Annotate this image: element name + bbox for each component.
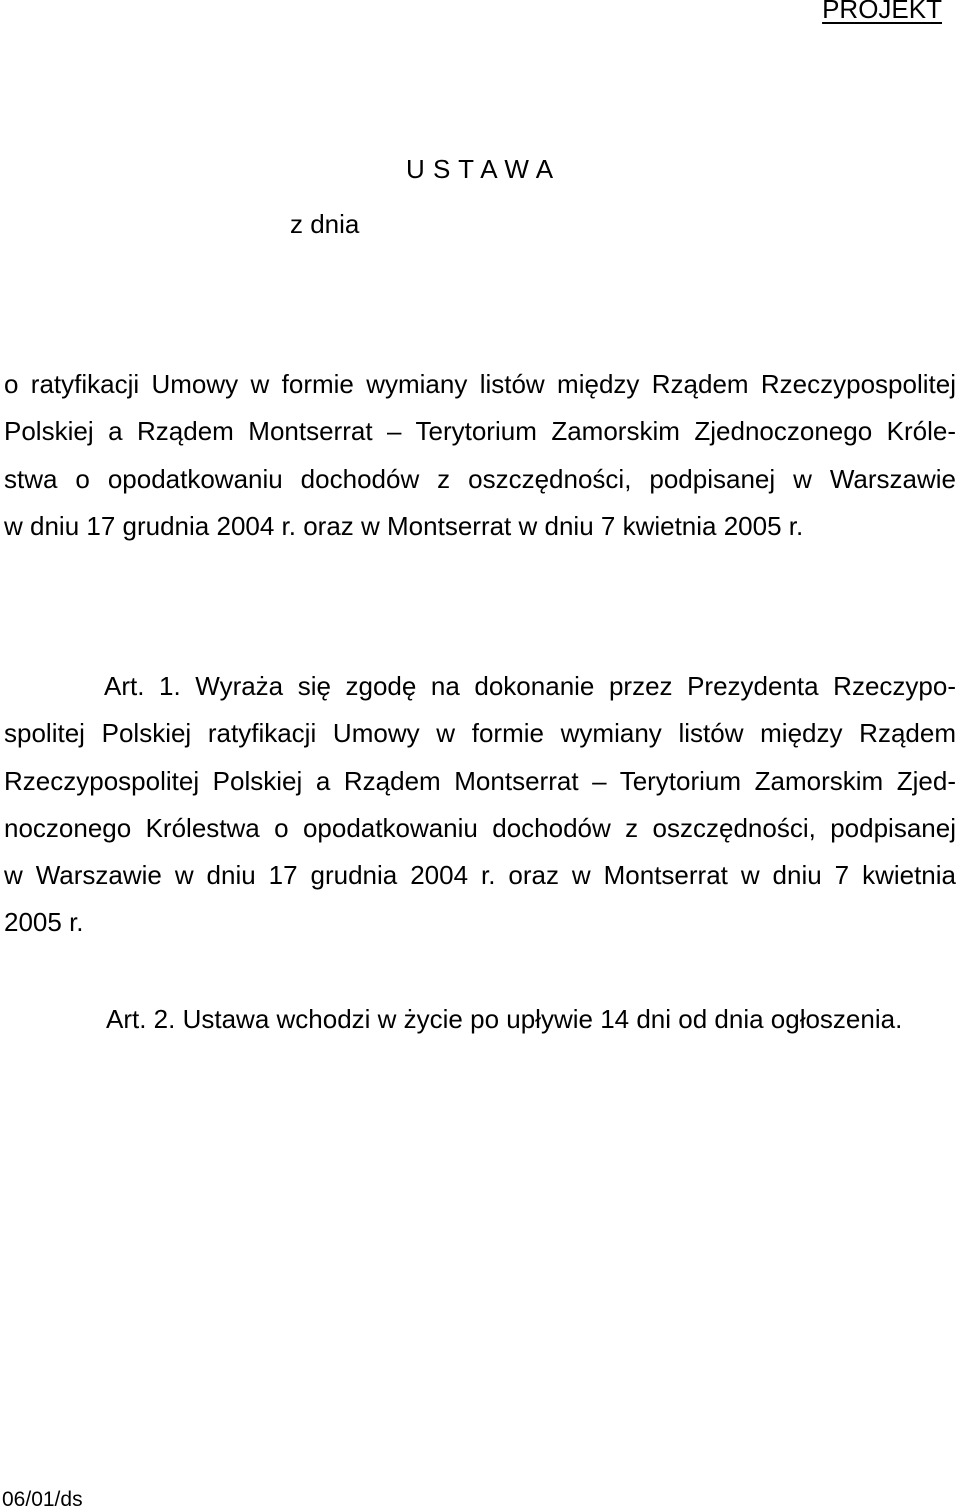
subject-line: stwa o opodatkowaniu dochodów z oszczędności, podpisanej w Warszawie [4,463,956,494]
article-1 [4,663,956,947]
subject-line: o ratyfikacji Umowy w formie wymiany listów między Rządem Rzeczypospolitej [4,369,956,399]
article-1-line: noczonego Królestwa o opodatkowaniu dochodów z oszczędności, podpisanej [4,812,956,843]
act-date: z dnia [290,209,360,239]
act-title: U S T A W A [406,154,554,184]
subject-line: Polskiej a Rządem Montserrat – Terytorium Zamorskim Zjednoczonego Króle- [4,416,956,447]
article-2: Art. 2. Ustawa wchodzi w życie po upływie 14 dni od dnia ogłoszenia. [106,1004,903,1034]
subject-line: w dniu 17 grudnia 2004 r. oraz w Montserrat w dniu 7 kwietnia 2005 r. [4,510,804,541]
projekt-label: PROJEKT [822,0,942,24]
act-subject [4,361,956,550]
article-1-line: Art. 1. Wyraża się zgodę na dokonanie przez Prezydenta Rzeczypo- [104,671,956,701]
article-1-line: 2005 r. [4,907,84,938]
article-1-line: spolitej Polskiej ratyfikacji Umowy w formie wymiany listów między Rządem [4,718,956,749]
article-1-line: w Warszawie w dniu 17 grudnia 2004 r. oraz w Montserrat w dniu 7 kwietnia [4,860,956,891]
footer-code: 06/01/ds [2,1488,83,1511]
article-1-line: Rzeczypospolitej Polskiej a Rządem Montserrat – Terytorium Zamorskim Zjed- [4,765,956,796]
